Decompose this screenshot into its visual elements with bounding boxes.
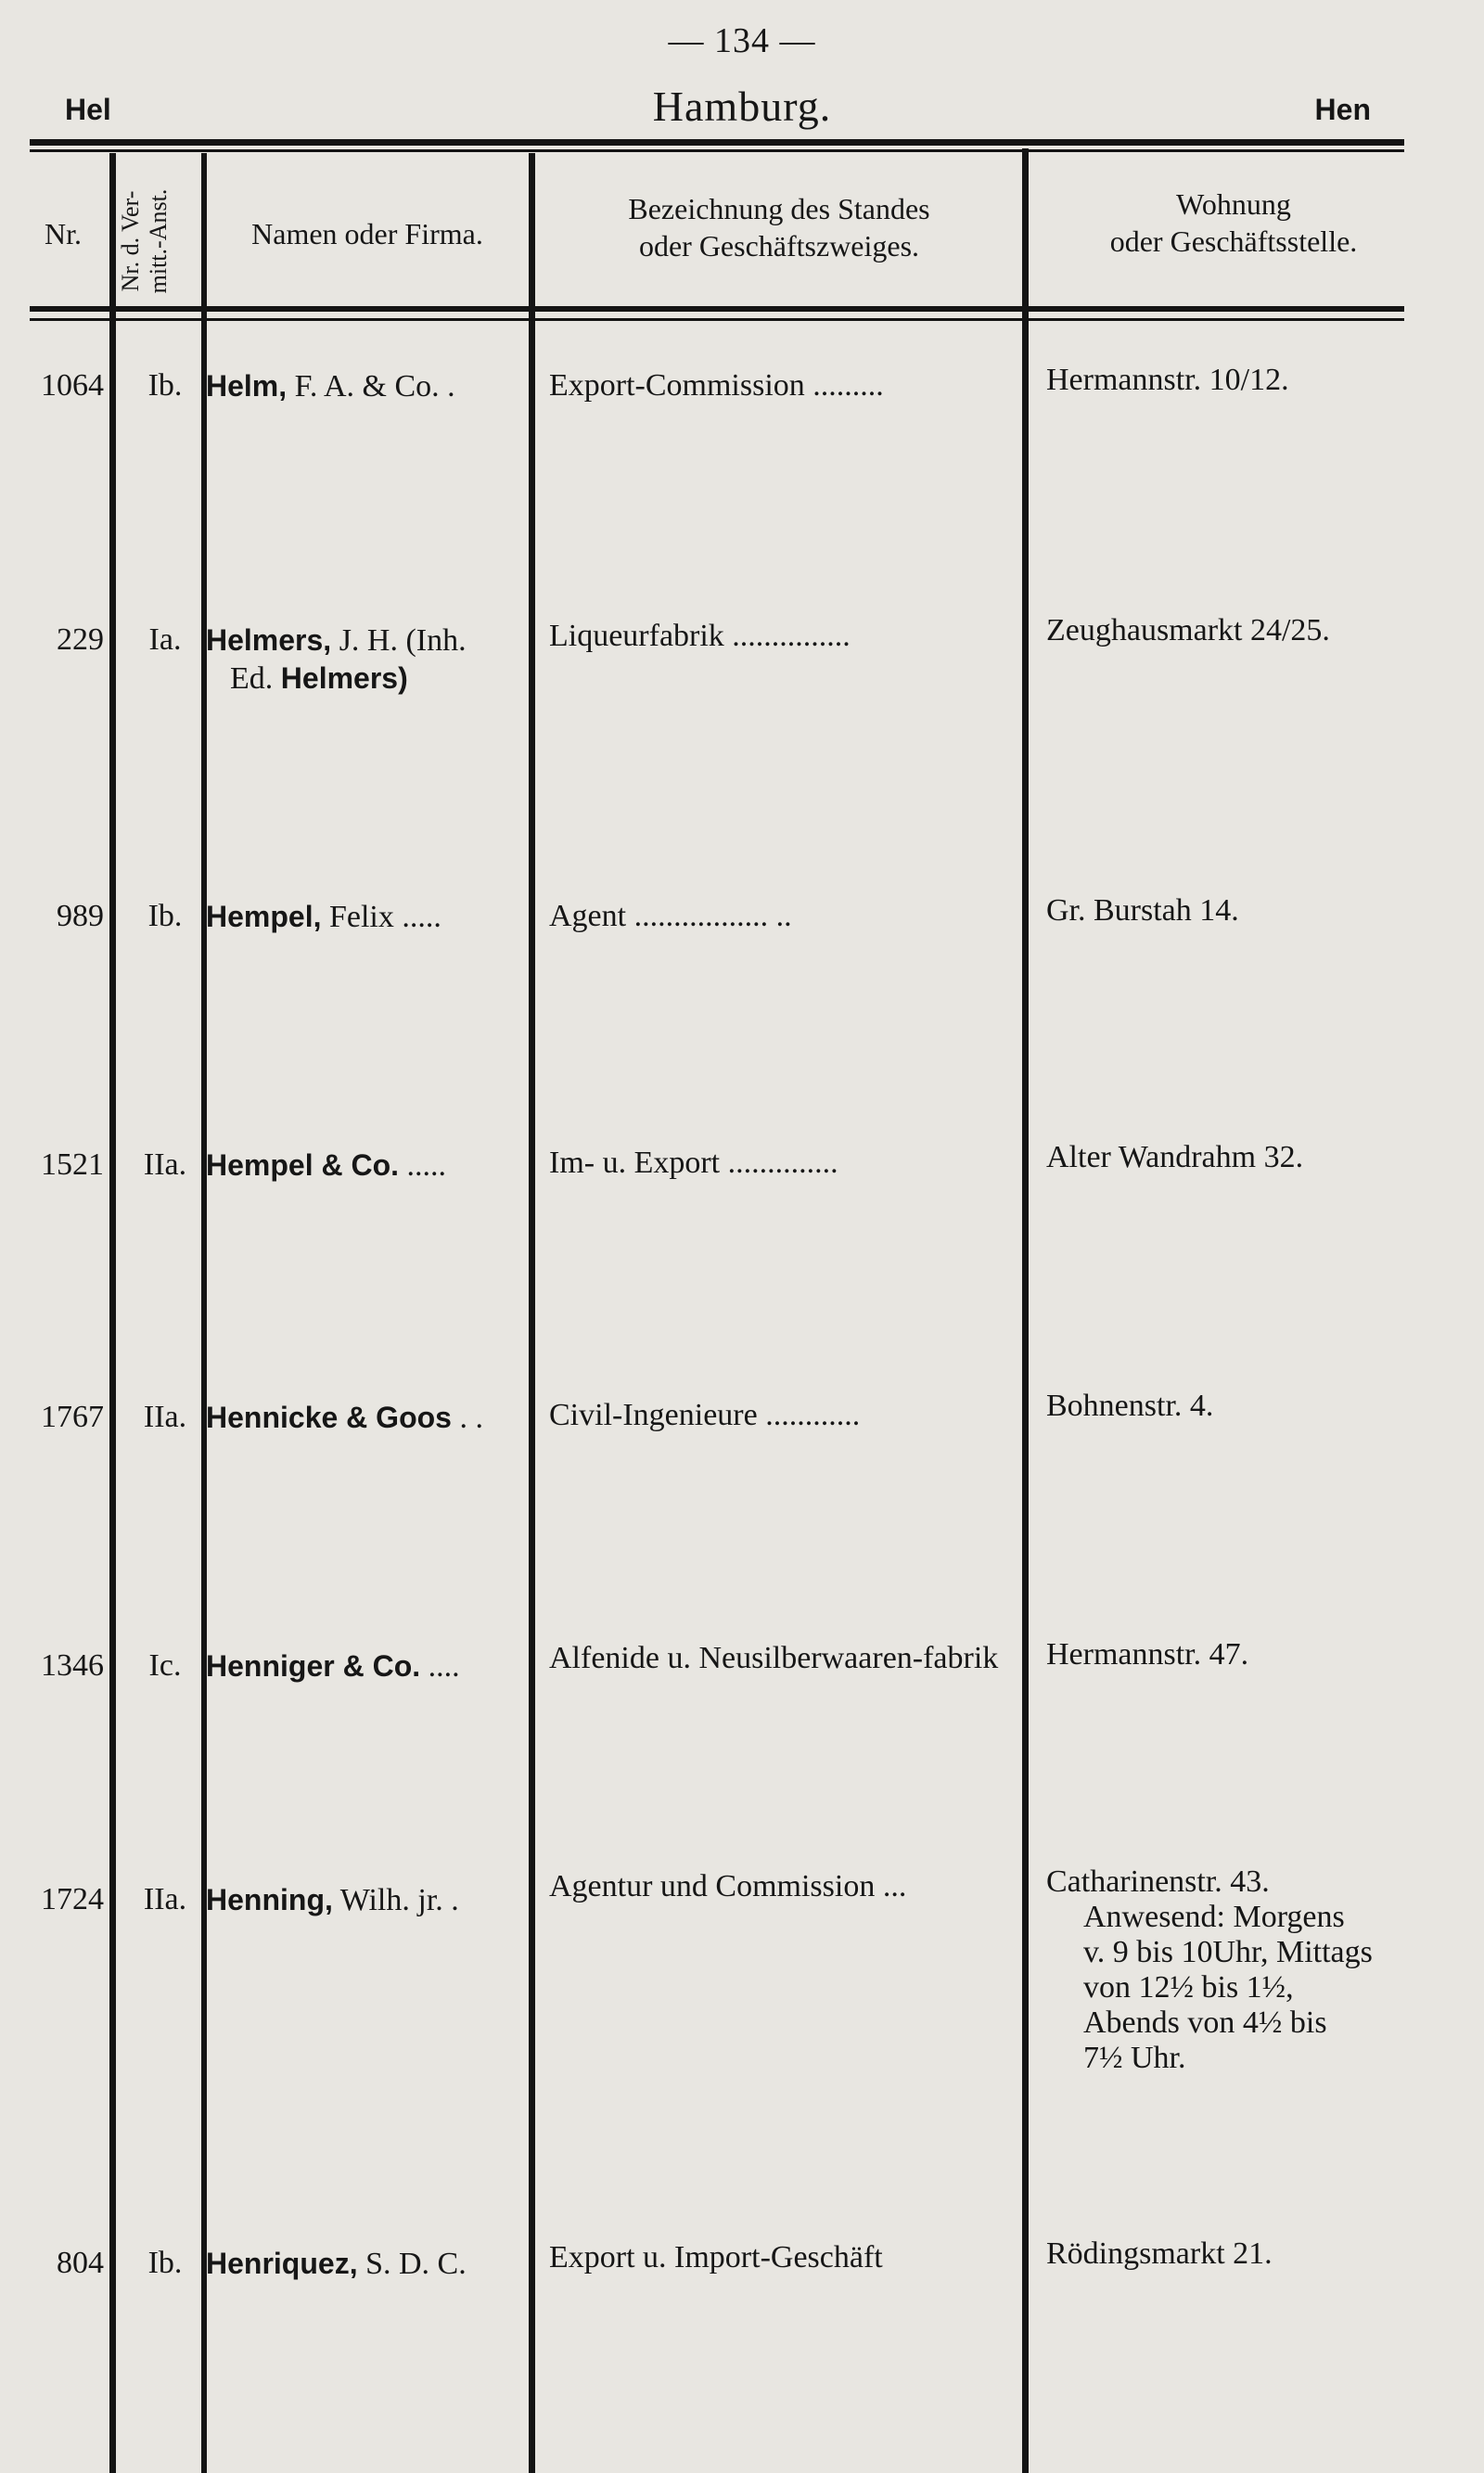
entry-class: Ic. bbox=[148, 1648, 182, 1683]
entry-number: 804 bbox=[57, 2246, 104, 2280]
entry-name: Henriquez, S. D. C. bbox=[206, 2247, 467, 2281]
city-title: Hamburg. bbox=[652, 83, 832, 130]
entry-trade: Agentur und Commission ... bbox=[549, 1869, 907, 1903]
header-bottom-rule-thin bbox=[30, 318, 1404, 321]
entry-name: Hennicke & Goos . . bbox=[206, 1401, 483, 1435]
column-header-vermitt: Nr. d. Ver- mitt.-Anst. bbox=[117, 188, 172, 294]
entry-name: Helm, F. A. & Co. . bbox=[206, 369, 455, 404]
column-header-address: Wohnung oder Geschäftsstelle. bbox=[1109, 187, 1358, 258]
entry-address: Rödingsmarkt 21. bbox=[1046, 2236, 1273, 2271]
entry-class: Ib. bbox=[147, 899, 183, 933]
entry-address: Zeughausmarkt 24/25. bbox=[1046, 613, 1330, 647]
entry-trade: Agent ................. .. bbox=[549, 899, 792, 933]
entry-trade: Alfenide u. Neusilberwaaren-fabrik bbox=[549, 1641, 999, 1675]
entry-name: Helmers, J. H. (Inh. Ed. Helmers) bbox=[206, 623, 467, 696]
entry-number: 989 bbox=[57, 899, 104, 933]
column-header-trade: Bezeichnung des Standes oder Geschäftszweiges. bbox=[628, 192, 930, 263]
entry-name: Hempel & Co. ..... bbox=[206, 1148, 447, 1183]
left-guide-word: Hel bbox=[65, 93, 111, 126]
entry-name: Henning, Wilh. jr. . bbox=[206, 1883, 459, 1917]
top-rule bbox=[30, 139, 1404, 146]
entry-address: Gr. Burstah 14. bbox=[1046, 893, 1239, 928]
entry-class: Ib. bbox=[147, 2246, 183, 2280]
entry-address: Hermannstr. 10/12. bbox=[1046, 363, 1289, 397]
column-header-name: Namen oder Firma. bbox=[251, 217, 483, 250]
right-guide-word: Hen bbox=[1314, 93, 1371, 126]
entry-number: 1767 bbox=[41, 1400, 104, 1434]
entry-class: IIa. bbox=[143, 1147, 187, 1182]
entry-class: Ia. bbox=[148, 622, 182, 657]
col-divider-1 bbox=[109, 153, 116, 2473]
entry-trade: Im- u. Export .............. bbox=[549, 1146, 838, 1180]
entry-trade: Liqueurfabrik ............... bbox=[549, 619, 851, 653]
top-rule-thin bbox=[30, 149, 1404, 152]
entry-trade: Export-Commission ......... bbox=[549, 368, 884, 403]
page-number: — 134 — bbox=[668, 21, 816, 60]
entry-trade: Civil-Ingenieure ............ bbox=[549, 1398, 861, 1432]
entry-address: Alter Wandrahm 32. bbox=[1046, 1140, 1304, 1174]
col-divider-2 bbox=[201, 153, 207, 2473]
col-divider-4 bbox=[1022, 148, 1029, 2473]
entry-number: 1346 bbox=[41, 1648, 104, 1683]
header-bottom-rule bbox=[30, 306, 1404, 312]
entry-class: IIa. bbox=[143, 1400, 187, 1434]
entry-address: Bohnenstr. 4. bbox=[1046, 1389, 1214, 1423]
entry-address: Catharinenstr. 43. Anwesend: Morgens v. 9 bis 10Uhr, Mittags von 12½ bis 1½, Abends von 4½ bis 7½ Uhr. bbox=[1046, 1864, 1373, 2075]
entry-number: 1521 bbox=[41, 1147, 104, 1182]
entry-address: Hermannstr. 47. bbox=[1046, 1637, 1249, 1672]
entry-number: 1724 bbox=[41, 1882, 104, 1916]
column-header-nr: Nr. bbox=[45, 217, 82, 250]
entry-class: Ib. bbox=[147, 368, 183, 403]
entry-class: IIa. bbox=[143, 1882, 187, 1916]
entry-name: Henniger & Co. .... bbox=[206, 1649, 460, 1684]
entry-trade: Export u. Import-Geschäft bbox=[549, 2240, 883, 2274]
entry-name: Hempel, Felix ..... bbox=[206, 900, 441, 934]
entry-number: 1064 bbox=[41, 368, 104, 403]
entry-number: 229 bbox=[57, 622, 104, 657]
col-divider-3 bbox=[529, 153, 535, 2473]
